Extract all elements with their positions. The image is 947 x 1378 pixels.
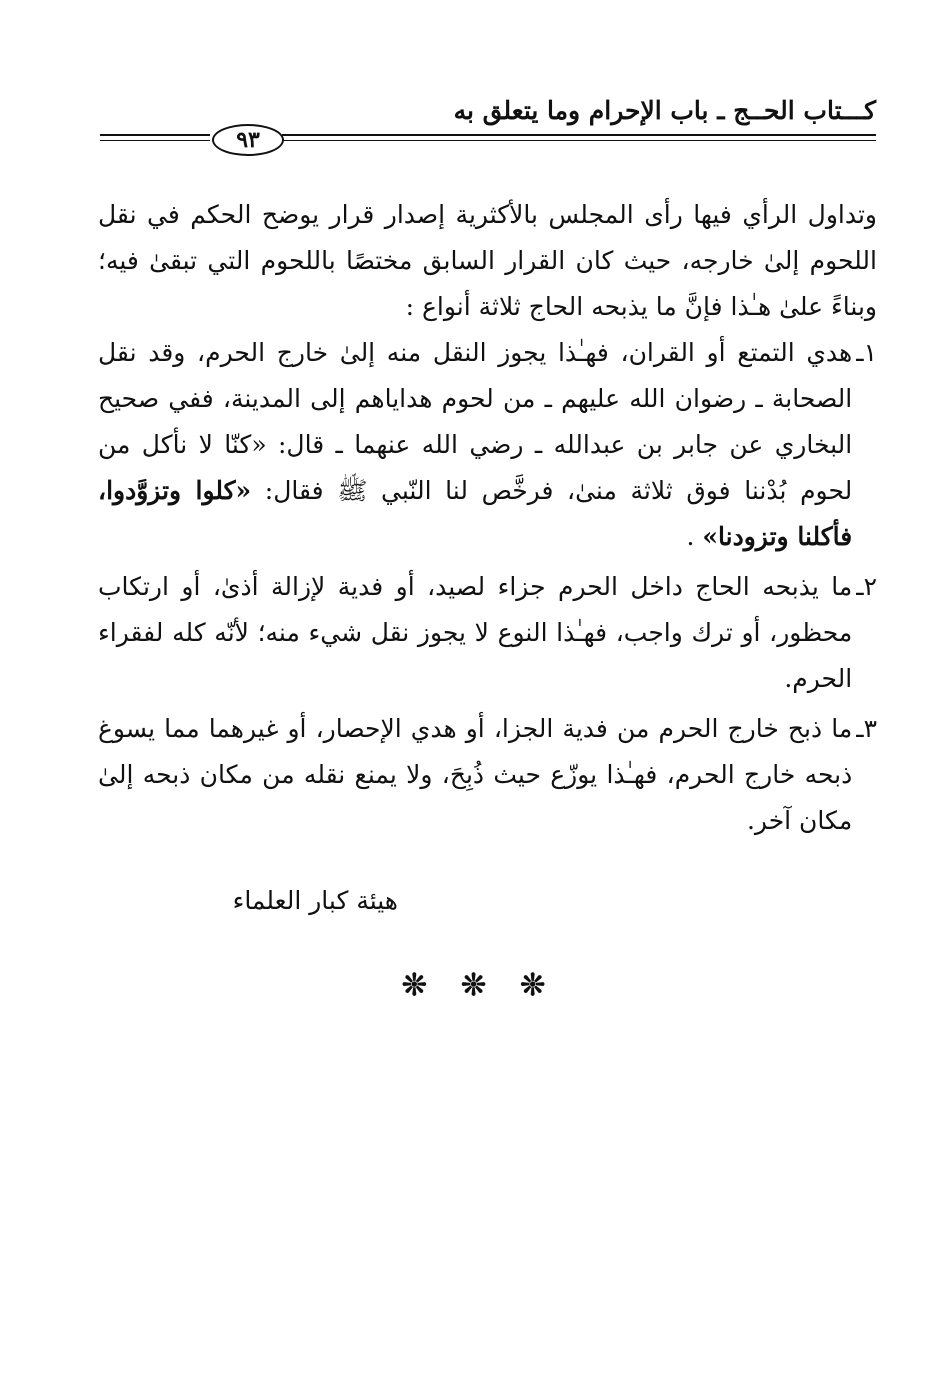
list-item-text: ما يذبحه الحاج داخل الحرم جزاء لصيد، أو فدية لإزالة أذىٰ، أو ارتكاب محظور، أو ترك واجب، فهـٰذا النوع لا يجوز نقل شيء منه؛ لأنّه كله لفقراء الحرم. <box>98 572 853 693</box>
list-item-number: ٢ـ <box>856 572 877 601</box>
list-item-text: ما ذبح خارج الحرم من فدية الجزا، أو هدي الإحصار، أو غيرهما مما يسوغ ذبحه خارج الحرم، فهـٰذا يوزّع حيث ذُبِحَ، ولا يمنع نقله من مكان ذبحه إلىٰ مكان آخر. <box>98 714 853 835</box>
list-item <box>98 330 877 560</box>
running-header <box>100 92 876 162</box>
asterism-mark: ❊ <box>460 968 487 1003</box>
chapter-title: كـــتاب الحــج ـ باب الإحرام وما يتعلق به <box>453 96 876 125</box>
asterism-mark: ❊ <box>401 968 427 1003</box>
section-separator <box>0 968 947 1003</box>
list-item-number: ٣ـ <box>856 714 877 743</box>
list-item-text <box>98 330 852 560</box>
header-rule-right-top <box>282 134 876 136</box>
header-rule-left-bottom <box>100 140 210 141</box>
header-rule-right-bottom <box>282 140 876 141</box>
list-item-tail: . <box>686 522 703 551</box>
list-item <box>98 564 877 702</box>
hadith-quote: «كلوا وتزوَّدوا، فأكلنا وتزودنا» <box>98 476 853 551</box>
list-item-number: ١ـ <box>856 338 877 367</box>
list-item-body: هدي التمتع أو القران، فهـٰذا يجوز النقل منه إلىٰ خارج الحرم، وقد نقل الصحابة ـ رضوان الله عليهم ـ من لحوم هداياهم إلى المدينة، ففي صحيح البخاري عن جابر بن عبدالله ـ رضي الله عنهما ـ قال: «كنّا لا نأكل من لحوم بُدْننا فوق ثلاثة منىٰ، فرخَّص لنا النّبي ﷺ فقال: <box>98 338 853 505</box>
signature: هيئة كبار العلماء <box>232 886 398 915</box>
asterism-mark: ❊ <box>520 968 546 1003</box>
list-item <box>98 706 877 844</box>
main-text <box>98 192 877 844</box>
page-number: ٩٣ <box>212 124 284 156</box>
header-rule-left-top <box>100 134 210 136</box>
intro-paragraph: وتداول الرأي فيها رأى المجلس بالأكثرية إصدار قرار يوضح الحكم في نقل اللحوم إلىٰ خارجه، حيث كان القرار السابق مختصًا باللحوم التي تبقىٰ فيه؛ وبناءً علىٰ هـٰذا فإنَّ ما يذبحه الحاج ثلاثة أنواع : <box>98 200 877 321</box>
